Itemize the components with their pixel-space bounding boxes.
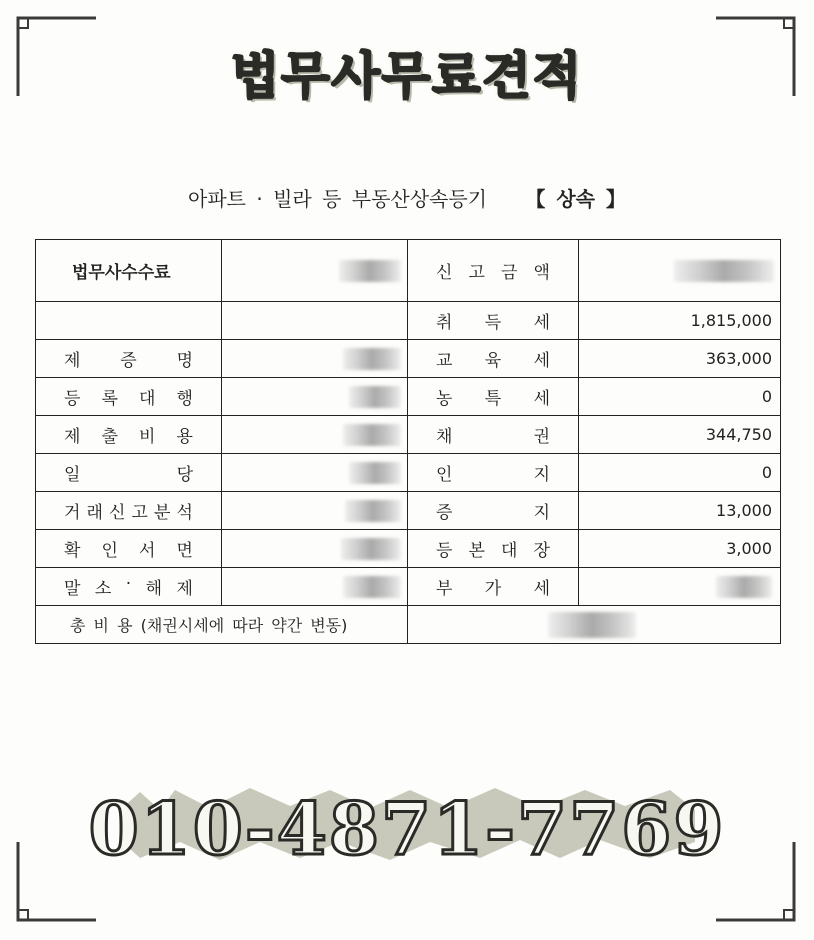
table-row [36,492,781,530]
right-item-label: 인 지 [436,465,550,485]
right-item-amount: 13,000 [579,492,781,530]
quote-table [35,239,781,644]
left-item-label: 일 당 [64,465,193,485]
left-item-amount-redacted [222,454,408,492]
declared-amount-header-cell [408,240,579,302]
right-item-cell [408,340,579,378]
right-item-cell [408,302,579,340]
phone-number-graphic [0,780,814,870]
left-item-cell [36,302,222,340]
total-row [36,606,781,644]
left-item-label: 등 록 대 행 [64,389,193,409]
right-item-cell [408,454,579,492]
subtitle-text: 아파트 · 빌라 등 부동산상속등기 [188,187,487,211]
right-item-cell [408,416,579,454]
left-item-amount-redacted [222,378,408,416]
table-row [36,568,781,606]
right-item-amount: 0 [579,378,781,416]
right-item-cell [408,492,579,530]
right-item-label: 증 지 [436,503,550,523]
right-item-cell [408,378,579,416]
left-item-amount-redacted [222,492,408,530]
table-row [36,378,781,416]
right-item-label: 취 득 세 [436,313,550,333]
right-item-amount-redacted [579,568,781,606]
left-item-label: 말 소 · 해 제 [64,574,193,599]
left-item-cell [36,530,222,568]
left-item-cell [36,568,222,606]
left-item-amount-redacted [222,416,408,454]
right-item-cell [408,530,579,568]
total-cost-redacted [408,606,781,644]
right-item-label: 농 특 세 [436,389,550,409]
declared-amount-redacted [579,240,781,302]
table-row [36,416,781,454]
right-item-amount: 344,750 [579,416,781,454]
left-item-cell [36,416,222,454]
quote-rows [36,302,781,606]
left-item-cell [36,340,222,378]
right-item-amount: 363,000 [579,340,781,378]
document-subtitle [0,183,814,213]
right-item-label: 채 권 [436,427,550,447]
declared-amount-label: 신 고 금 액 [436,263,550,283]
table-row [36,454,781,492]
phone-number-text: 010-4871-7769 [88,786,726,870]
left-item-label: 제 출 비 용 [64,427,193,447]
left-item-label: 확 인 서 면 [64,541,193,561]
right-item-amount: 3,000 [579,530,781,568]
left-item-label: 제 증 명 [64,351,193,371]
right-item-label: 부 가 세 [436,579,550,599]
left-item-amount-redacted [222,568,408,606]
right-item-amount: 0 [579,454,781,492]
right-item-amount: 1,815,000 [579,302,781,340]
left-item-cell [36,492,222,530]
left-item-cell [36,378,222,416]
total-cost-label: 총 비 용 (채권시세에 따라 약간 변동) [36,606,408,644]
fee-header-label: 법무사수수료 [36,240,222,302]
table-row [36,340,781,378]
left-item-label: 거 래 신 고 분 석 [64,503,193,523]
page-title: 법무사무료견적 [230,47,584,105]
phone-number-banner [0,780,814,870]
table-row [36,530,781,568]
right-item-label: 등 본 대 장 [436,541,550,561]
subtitle-tag: 【 상속 】 [525,187,626,211]
left-item-cell [36,454,222,492]
fee-amount-redacted [222,240,408,302]
right-item-label: 교 육 세 [436,351,550,371]
left-item-amount-redacted [222,340,408,378]
left-item-amount-redacted [222,530,408,568]
left-item-amount-redacted [222,302,408,340]
table-header-row [36,240,781,302]
right-item-cell [408,568,579,606]
table-row [36,302,781,340]
